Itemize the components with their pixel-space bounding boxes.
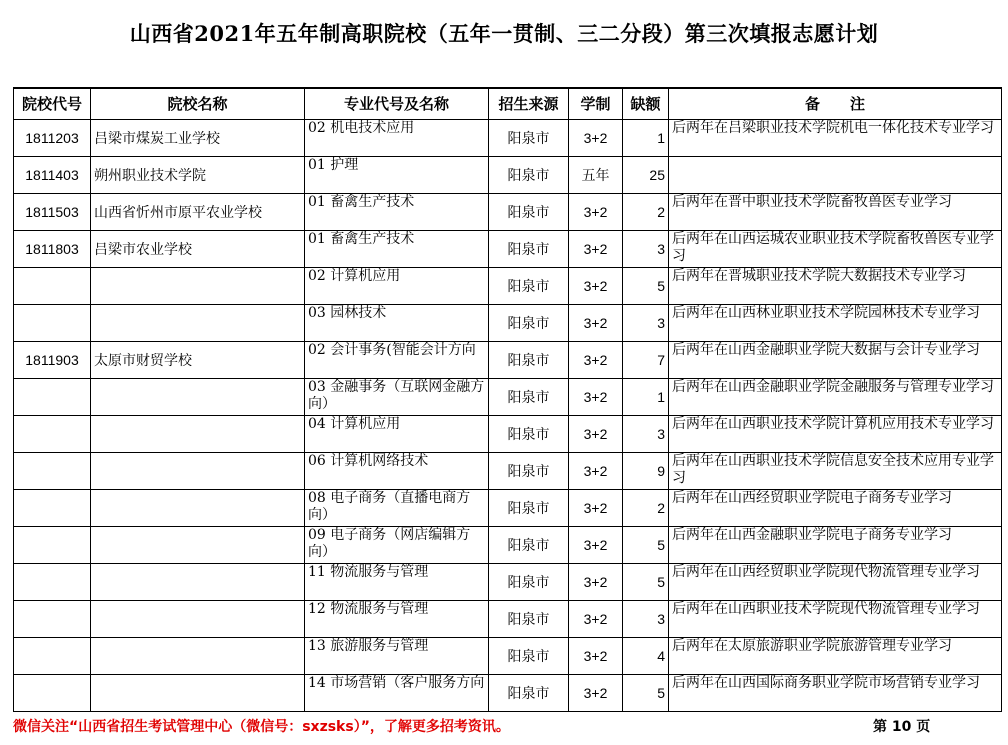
cell-school-code [14,563,91,600]
cell-major: 04 计算机应用 [305,415,489,452]
cell-vacancy: 3 [623,415,669,452]
cell-years: 3+2 [569,378,623,415]
cell-major: 02 计算机应用 [305,267,489,304]
cell-vacancy: 5 [623,563,669,600]
cell-note: 后两年在山西职业技术学院计算机应用技术专业学习 [669,415,1002,452]
cell-source: 阳泉市 [489,341,569,378]
cell-years: 3+2 [569,637,623,674]
footer-page-number: 第 10 页 [873,719,931,735]
cell-school-name [91,637,305,674]
header-school: 院校名称 [91,88,305,119]
cell-school-name [91,378,305,415]
cell-years: 3+2 [569,489,623,526]
cell-vacancy: 25 [623,156,669,193]
cell-school-name: 吕梁市煤炭工业学校 [91,119,305,156]
cell-school-name [91,304,305,341]
cell-major: 08 电子商务（直播电商方向） [305,489,489,526]
header-note: 备 注 [669,88,1002,119]
table-row [14,230,1002,267]
cell-note: 后两年在山西金融职业学院电子商务专业学习 [669,526,1002,563]
cell-vacancy: 7 [623,341,669,378]
cell-years: 3+2 [569,267,623,304]
table-row [14,563,1002,600]
cell-school-code [14,674,91,711]
header-years: 学制 [569,88,623,119]
cell-source: 阳泉市 [489,267,569,304]
cell-years: 3+2 [569,415,623,452]
cell-note: 后两年在山西经贸职业学院电子商务专业学习 [669,489,1002,526]
cell-vacancy: 4 [623,637,669,674]
cell-note: 后两年在山西国际商务职业学院市场营销专业学习 [669,674,1002,711]
cell-note: 后两年在山西经贸职业学院现代物流管理专业学习 [669,563,1002,600]
cell-source: 阳泉市 [489,378,569,415]
cell-years: 3+2 [569,193,623,230]
cell-vacancy: 5 [623,526,669,563]
header-vacancy: 缺额 [623,88,669,119]
footer-wechat-notice: 微信关注“山西省招生考试管理中心（微信号：sxzsks）”，了解更多招考资讯。 [13,719,510,735]
page-title: 山西省2021年五年制高职院校（五年一贯制、三二分段）第三次填报志愿计划 [129,21,879,46]
table-header-row [14,88,1002,119]
cell-school-code [14,526,91,563]
cell-vacancy: 2 [623,489,669,526]
table-row [14,119,1002,156]
table-row [14,415,1002,452]
cell-school-name [91,563,305,600]
cell-school-name [91,452,305,489]
cell-note: 后两年在太原旅游职业学院旅游管理专业学习 [669,637,1002,674]
cell-years: 五年 [569,156,623,193]
cell-school-name: 吕梁市农业学校 [91,230,305,267]
table-row [14,674,1002,711]
cell-major: 03 金融事务（互联网金融方向） [305,378,489,415]
cell-school-name [91,600,305,637]
cell-school-name [91,674,305,711]
cell-source: 阳泉市 [489,637,569,674]
cell-school-code [14,452,91,489]
header-source: 招生来源 [489,88,569,119]
cell-major: 01 畜禽生产技术 [305,193,489,230]
table-row [14,267,1002,304]
cell-years: 3+2 [569,563,623,600]
cell-note: 后两年在山西运城农业职业技术学院畜牧兽医专业学习 [669,230,1002,267]
cell-school-code [14,489,91,526]
cell-major: 02 机电技术应用 [305,119,489,156]
cell-years: 3+2 [569,452,623,489]
table-row [14,193,1002,230]
cell-major: 09 电子商务（网店编辑方向） [305,526,489,563]
cell-school-code [14,378,91,415]
cell-note [669,156,1002,193]
table-row [14,341,1002,378]
cell-note: 后两年在晋城职业技术学院大数据技术专业学习 [669,267,1002,304]
table-row [14,600,1002,637]
cell-vacancy: 3 [623,600,669,637]
cell-school-code: 1811503 [14,193,91,230]
table-row [14,304,1002,341]
cell-major: 02 会计事务(智能会计方向 [305,341,489,378]
cell-years: 3+2 [569,230,623,267]
cell-years: 3+2 [569,526,623,563]
cell-school-name [91,267,305,304]
cell-vacancy: 1 [623,119,669,156]
cell-source: 阳泉市 [489,230,569,267]
cell-major: 01 护理 [305,156,489,193]
cell-years: 3+2 [569,119,623,156]
table-row [14,452,1002,489]
cell-vacancy: 3 [623,230,669,267]
cell-school-code [14,415,91,452]
cell-source: 阳泉市 [489,489,569,526]
cell-major: 12 物流服务与管理 [305,600,489,637]
cell-major: 14 市场营销（客户服务方向 [305,674,489,711]
cell-major: 01 畜禽生产技术 [305,230,489,267]
cell-school-code [14,267,91,304]
cell-major: 11 物流服务与管理 [305,563,489,600]
cell-school-code: 1811803 [14,230,91,267]
cell-source: 阳泉市 [489,563,569,600]
cell-source: 阳泉市 [489,156,569,193]
table-row [14,156,1002,193]
cell-major: 13 旅游服务与管理 [305,637,489,674]
cell-school-name [91,526,305,563]
cell-note: 后两年在山西金融职业学院金融服务与管理专业学习 [669,378,1002,415]
cell-vacancy: 5 [623,267,669,304]
cell-years: 3+2 [569,600,623,637]
cell-source: 阳泉市 [489,600,569,637]
cell-school-code [14,637,91,674]
cell-school-code: 1811203 [14,119,91,156]
cell-vacancy: 9 [623,452,669,489]
cell-school-code [14,304,91,341]
cell-school-name [91,489,305,526]
cell-school-code [14,600,91,637]
cell-note: 后两年在山西林业职业技术学院园林技术专业学习 [669,304,1002,341]
cell-vacancy: 5 [623,674,669,711]
cell-school-code: 1811403 [14,156,91,193]
cell-note: 后两年在山西职业技术学院现代物流管理专业学习 [669,600,1002,637]
cell-major: 03 园林技术 [305,304,489,341]
cell-source: 阳泉市 [489,304,569,341]
cell-school-code: 1811903 [14,341,91,378]
cell-source: 阳泉市 [489,674,569,711]
cell-vacancy: 3 [623,304,669,341]
cell-years: 3+2 [569,341,623,378]
header-major: 专业代号及名称 [305,88,489,119]
cell-school-name [91,415,305,452]
cell-vacancy: 2 [623,193,669,230]
cell-major: 06 计算机网络技术 [305,452,489,489]
cell-note: 后两年在山西金融职业学院大数据与会计专业学习 [669,341,1002,378]
header-code: 院校代号 [14,88,91,119]
cell-vacancy: 1 [623,378,669,415]
cell-school-name: 朔州职业技术学院 [91,156,305,193]
cell-note: 后两年在山西职业技术学院信息安全技术应用专业学习 [669,452,1002,489]
cell-school-name: 太原市财贸学校 [91,341,305,378]
admission-plan-table [13,87,1002,712]
cell-source: 阳泉市 [489,193,569,230]
cell-source: 阳泉市 [489,452,569,489]
cell-years: 3+2 [569,674,623,711]
table-row [14,489,1002,526]
table-row [14,526,1002,563]
cell-years: 3+2 [569,304,623,341]
cell-source: 阳泉市 [489,415,569,452]
cell-school-name: 山西省忻州市原平农业学校 [91,193,305,230]
cell-source: 阳泉市 [489,119,569,156]
cell-note: 后两年在晋中职业技术学院畜牧兽医专业学习 [669,193,1002,230]
cell-note: 后两年在吕梁职业技术学院机电一体化技术专业学习 [669,119,1002,156]
table-row [14,637,1002,674]
table-row [14,378,1002,415]
cell-source: 阳泉市 [489,526,569,563]
